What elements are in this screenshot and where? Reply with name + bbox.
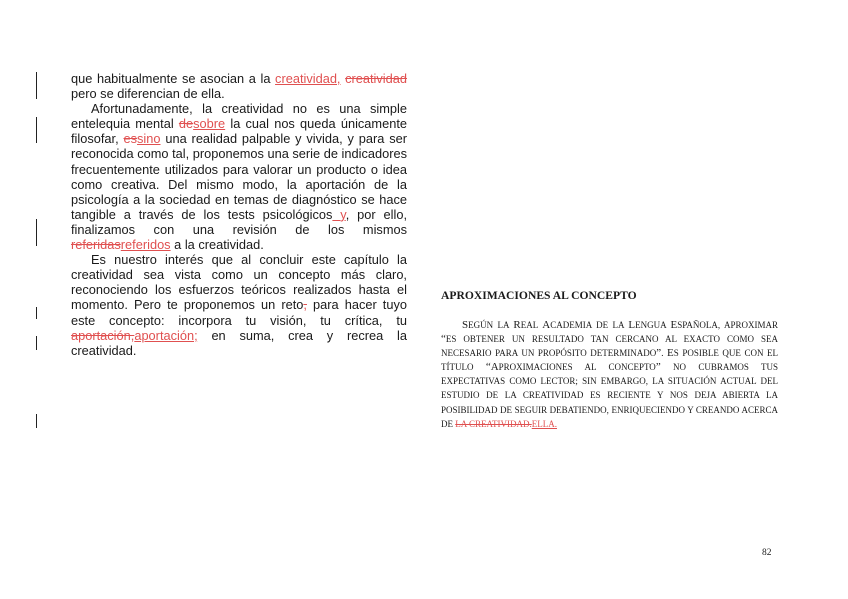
text-run: Afortunadamente, la creatividad no es una simple entelequia mental — [71, 101, 407, 132]
text-run: pero se diferencian de ella. — [71, 86, 225, 102]
text-run: ES OBTENER UN RESULTADO TAN CERCANO AL EXACTO COMO SEA NECESARIO PARA UN PROPÓSITO DETERMINADO — [441, 334, 778, 359]
change-bar — [36, 336, 37, 350]
paragraph-1 — [71, 71, 407, 101]
text-run: “ — [485, 361, 491, 374]
text-run: que habitualmente se asocian a la — [71, 71, 276, 86]
paragraph-3 — [71, 252, 407, 358]
text-run: R — [513, 319, 521, 331]
text-run: NO CUBRAMOS TUS EXPECTATIVAS COMO LECTOR; SIN EMBARGO, LA SITUACIÓN ACTUAL DEL ESTUDIO DE LA CREATIVIDAD ES RECIENTE Y NOS DEJA ABIERTA LA POSIBILIDAD DE SEGUIR DEBATIENDO, ENRIQUECIENDO Y CREANDO ACERCA DE — [441, 362, 778, 429]
text-run: una realidad palpable y vivida, y para ser reconocida como tal, proponemos una serie de indicadores frecuentemente utilizados para valorar un producto o idea como creativa. Del mismo modo, la aportación de la psicología a la sociedad en temas de diagnóstico se hace tangible a través de los tests psicológicos — [71, 131, 407, 222]
change-bar — [36, 219, 37, 246]
change-bar — [36, 414, 37, 428]
inserted-text: ELLA. — [531, 418, 557, 429]
deleted-text: LA CREATIVIDAD. — [455, 418, 532, 429]
inserted-text: y — [332, 206, 346, 222]
text-run: . — [661, 348, 668, 359]
text-run: SPAÑOLA, APROXIMAR — [677, 320, 779, 330]
deleted-text: referidas — [71, 237, 121, 253]
text-run: Es nuestro interés que al concluir este capítulo la creatividad sea vista como un concepto más claro, reconociendo los esfuerzos teóricos realizados hasta el momento. Pero te proponemos un reto — [71, 252, 407, 313]
text-run: ” — [655, 361, 661, 374]
paragraph-2 — [71, 101, 407, 252]
inserted-text: aportación; — [134, 327, 198, 343]
change-bar — [36, 117, 37, 143]
text-run: en suma, crea y recrea la creatividad. — [71, 327, 407, 358]
right-text-column — [441, 318, 778, 431]
text-run: la cual nos queda únicamente filosofar, — [71, 116, 407, 147]
change-bar — [36, 72, 37, 99]
text-run: E — [667, 347, 674, 360]
text-run: A — [542, 319, 551, 331]
page-number: 82 — [762, 548, 772, 558]
inserted-text: sino — [137, 131, 161, 147]
change-bar — [36, 307, 37, 319]
text-run: PROXIMACIONES AL CONCEPTO — [498, 362, 656, 373]
text-run: para hacer tuyo este concepto: incorpora tu visión, tu crítica, tu — [71, 297, 407, 328]
deleted-text: es — [123, 131, 138, 147]
left-text-column — [71, 71, 407, 358]
text-run: E — [670, 319, 678, 331]
text-run: EGÚN LA — [468, 320, 514, 330]
text-run: S — [462, 319, 469, 331]
text-run: ” — [656, 347, 662, 360]
deleted-text: de — [178, 116, 194, 132]
text-run: A — [490, 361, 499, 374]
deleted-text: , — [303, 297, 307, 313]
text-run: CADEMIA DE LA — [550, 320, 629, 330]
text-run: “ — [441, 333, 446, 346]
text-run: a la creatividad. — [170, 237, 264, 253]
deleted-text: aportación, — [71, 327, 135, 343]
inserted-text: referidos — [120, 237, 171, 253]
text-run: S POSIBLE QUE CON EL TÍTULO — [441, 348, 779, 373]
section-heading: APROXIMACIONES AL CONCEPTO — [441, 289, 637, 302]
inserted-text: creatividad, — [275, 71, 341, 86]
text-run: ENGUA — [635, 320, 671, 330]
deleted-text: creatividad — [345, 71, 407, 86]
text-run: EAL — [520, 320, 543, 330]
text-run: L — [628, 319, 636, 331]
text-run: , por ello, finalizamos con una revisión de los mismos — [71, 206, 407, 237]
inserted-text: sobre — [193, 116, 226, 132]
